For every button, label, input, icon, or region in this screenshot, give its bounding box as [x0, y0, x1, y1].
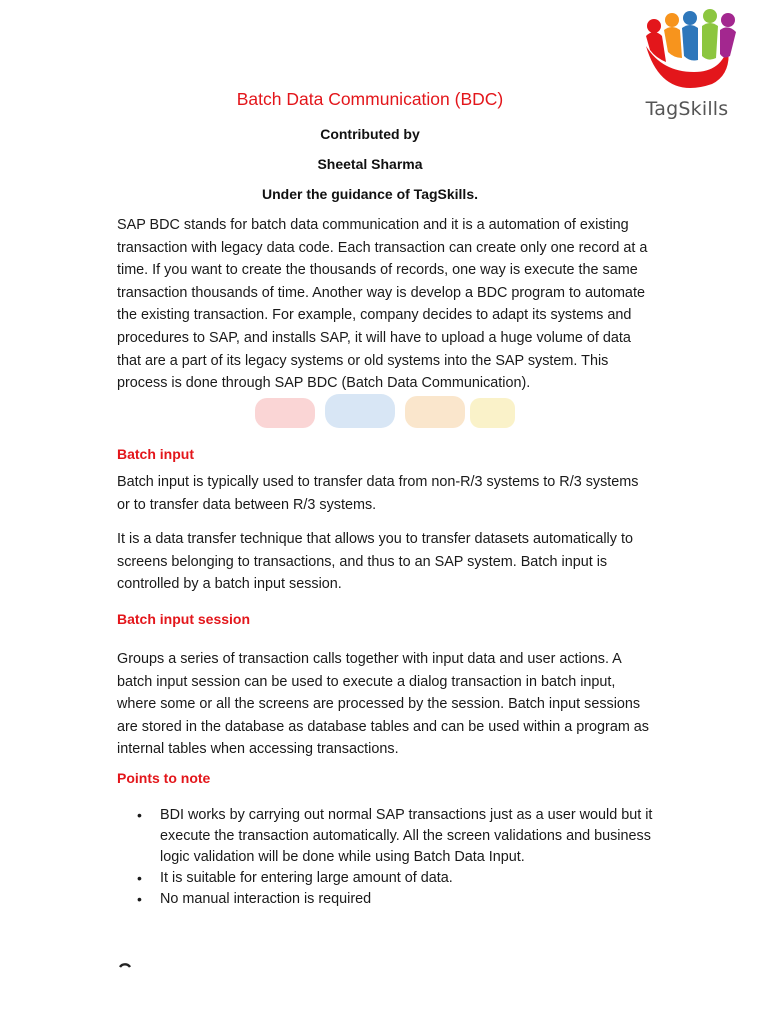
- points-list: [117, 805, 657, 910]
- author-name: Sheetal Sharma: [317, 156, 423, 172]
- logo-text: TagSkills: [645, 98, 729, 120]
- list-item-text: BDI works by carrying out normal SAP transactions just as a user would but it execute the transaction automatically. All the screen validations and business logic validation will be done while using Batch Data Input.: [160, 807, 653, 865]
- heading-points-to-note: Points to note: [117, 770, 211, 786]
- batch-input-paragraph-2: It is a data transfer technique that allows you to transfer datasets automatically to screens belonging to transactions, and thus to an SAP system. Batch input is controlled by a batch input session.: [117, 531, 633, 593]
- batch-input-session-paragraph: Groups a series of transaction calls together with input data and user actions. A batch input session can be used to execute a dialog transaction in batch input, where some or all the screens are processed by the session. Batch input sessions are stored in the database as database tables and can be used within a program as internal tables when accessing transactions.: [117, 651, 650, 758]
- list-item-text: No manual interaction is required: [160, 891, 372, 907]
- bullet-icon: •: [137, 807, 142, 823]
- intro-paragraph: SAP BDC stands for batch data communication and it is a automation of existing transaction with legacy data code. Each transaction can create only one record at a time. If you want to create the thousands of records, one way is execute the same transaction thousands of time. Another way is develop a BDC program to automate the existing transaction. For example, company decides to adapt its systems and procedures to SAP, and installs SAP, it will have to upload a huge volume of data that are a part of its legacy systems or old systems into the SAP system. This process is done through SAP BDC (Batch Data Communication).: [117, 217, 648, 392]
- list-item: [117, 805, 657, 868]
- document-title: Batch Data Communication (BDC): [236, 89, 504, 109]
- bullet-icon: •: [137, 870, 142, 886]
- list-item: [117, 889, 657, 910]
- heading-batch-input-session: Batch input session: [117, 611, 251, 627]
- list-item-text: It is suitable for entering large amount of data.: [160, 870, 453, 886]
- heading-batch-input: Batch input: [117, 446, 194, 462]
- contributed-by: Contributed by: [320, 126, 420, 142]
- tagskills-logo-mark: [632, 6, 742, 98]
- bullet-icon: •: [137, 891, 142, 907]
- watermark-graphic: [255, 390, 515, 430]
- footer-arc-icon: [118, 955, 132, 969]
- batch-input-paragraph-1: Batch input is typically used to transfer data from non-R/3 systems to R/3 systems or to transfer data between R/3 systems.: [117, 474, 639, 513]
- list-item: [117, 868, 657, 889]
- guidance-line: Under the guidance of TagSkills.: [262, 186, 478, 202]
